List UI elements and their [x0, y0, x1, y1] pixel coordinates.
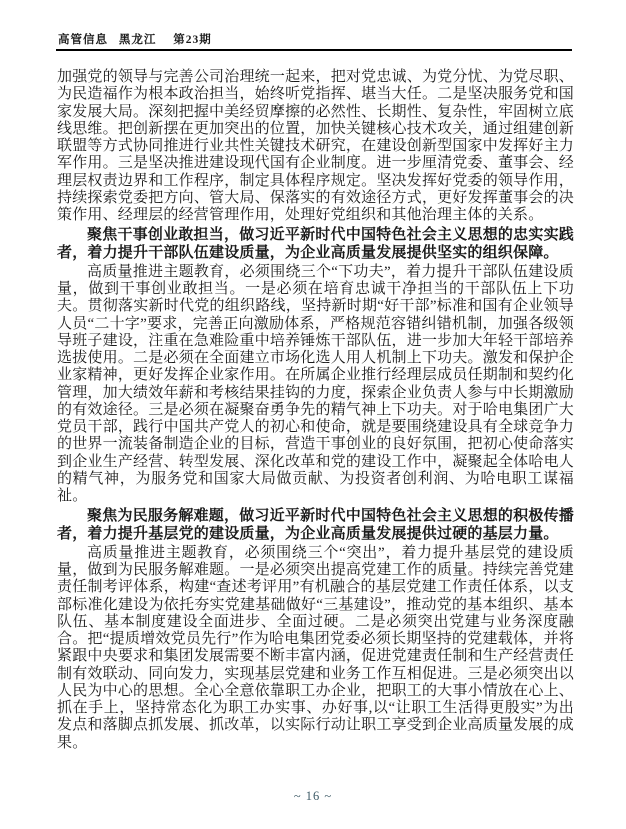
heading-paragraph-serve-people: 聚焦为民服务解难题，做习近平新时代中国特色社会主义思想的积极传播者，着力提升基层党的建设质量，为企业高质量发展提供过硬的基层力量。: [57, 508, 574, 542]
document-body: [57, 69, 574, 752]
paragraph-cadre-team-quality: 高质量推进主题教育，必须围绕三个“下功夫”，着力提升干部队伍建设质量，做到干事创业敢担当。一是必须在培育忠诚干净担当的干部队伍上下功夫。贯彻落实新时代党的组织路线，坚持新时期“好干部”标准和国有企业领导人员“二十字”要求，完善正向激励体系，严格规范容错纠错机制，加强各级领导班子建设，注重在急难险重中培养锤炼干部队伍，进一步加大年轻干部培养选拔使用。二是必须在全面建立市场化选人用人机制上下功夫。激发和保护企业家精神，更好发挥企业家作用。在所属企业推行经理层成员任期制和契约化管理，加大绩效年薪和考核结果挂钩的力度，探索企业负责人参与中长期激励的有效途径。三是必须在凝聚奋勇争先的精气神上下功夫。对于哈电集团广大党员干部，践行中国共产党人的初心和使命，就是要围绕建设具有全球竞争力的世界一流装备制造企业的目标，营造干事创业的良好氛围，把初心使命落实到企业生产经营、转型发展、深化改革和党的建设工作中，凝聚起全体哈电人的精气神，为服务党和国家大局做贡献、为投资者创利润、为哈电职工谋福祉。: [57, 263, 574, 504]
header-region: 黑龙江: [118, 34, 157, 46]
page-number: ~ 16 ~: [293, 789, 333, 803]
paragraph-party-leadership-governance: 加强党的领导与完善公司治理统一起来，把对党忠诚、为党分忧、为党尽职、为民造福作为根本政治担当，始终听党指挥、堪当大任。二是坚决服务党和国家发展大局。深刻把握中美经贸摩擦的必然性、长期性、复杂性，牢固树立底线思维。把创新摆在更加突出的位置，加快关键核心技术攻关，通过组建创新联盟等方式协同推进行业共性关键技术研究，在建设创新型国家中发挥好主力军作用。三是坚决推进建设现代国有企业制度。进一步厘清党委、董事会、经理层权责边界和工作程序，制定具体程序规定。坚决发挥好党委的领导作用，持续探索党委把方向、管大局、保落实的有效途径方式，更好发挥董事会的决策作用、经理层的经营管理作用，处理好党组织和其他治理主体的关系。: [57, 69, 574, 223]
header-rule: [56, 49, 572, 51]
paragraph-grassroots-party-building: 高质量推进主题教育，必须围绕三个“突出”，着力提升基层党的建设质量，做到为民服务解难题。一是必须突出提高党建工作的质量。持续完善党建责任制考评体系，构建“查述考评用”有机融合的基层党建工作责任体系，以支部标准化建设为依托夯实党建基础做好“三基建设”，推动党的基本组织、基本队伍、基本制度建设全面进步、全面过硬。二是必须突出党建与业务深度融合。把“提质增效党员先行”作为哈电集团党委必须长期坚持的党建载体，并将紧跟中央要求和集团发展需要不断丰富内涵，促进党建责任制和生产经营责任制有效联动、同向发力，实现基层党建和业务工作互相促进。三是必须突出以人民为中心的思想。全心全意依靠职工办企业，把职工的大事小情放在心上、抓在手上，坚持常态化为职工办实事、办好事,以“让职工生活得更殷实”为出发点和落脚点抓发展、抓改革，以实际行动让职工享受到企业高质量发展的成果。: [57, 544, 574, 751]
heading-paragraph-cadre-responsibility: 聚焦干事创业敢担当，做习近平新时代中国特色社会主义思想的忠实实践者，着力提升干部队伍建设质量，为企业高质量发展提供坚实的组织保障。: [57, 227, 574, 261]
journal-title: 高管信息: [58, 34, 108, 46]
header-issue-number: 第23期: [173, 34, 212, 46]
page-header: [58, 31, 572, 47]
